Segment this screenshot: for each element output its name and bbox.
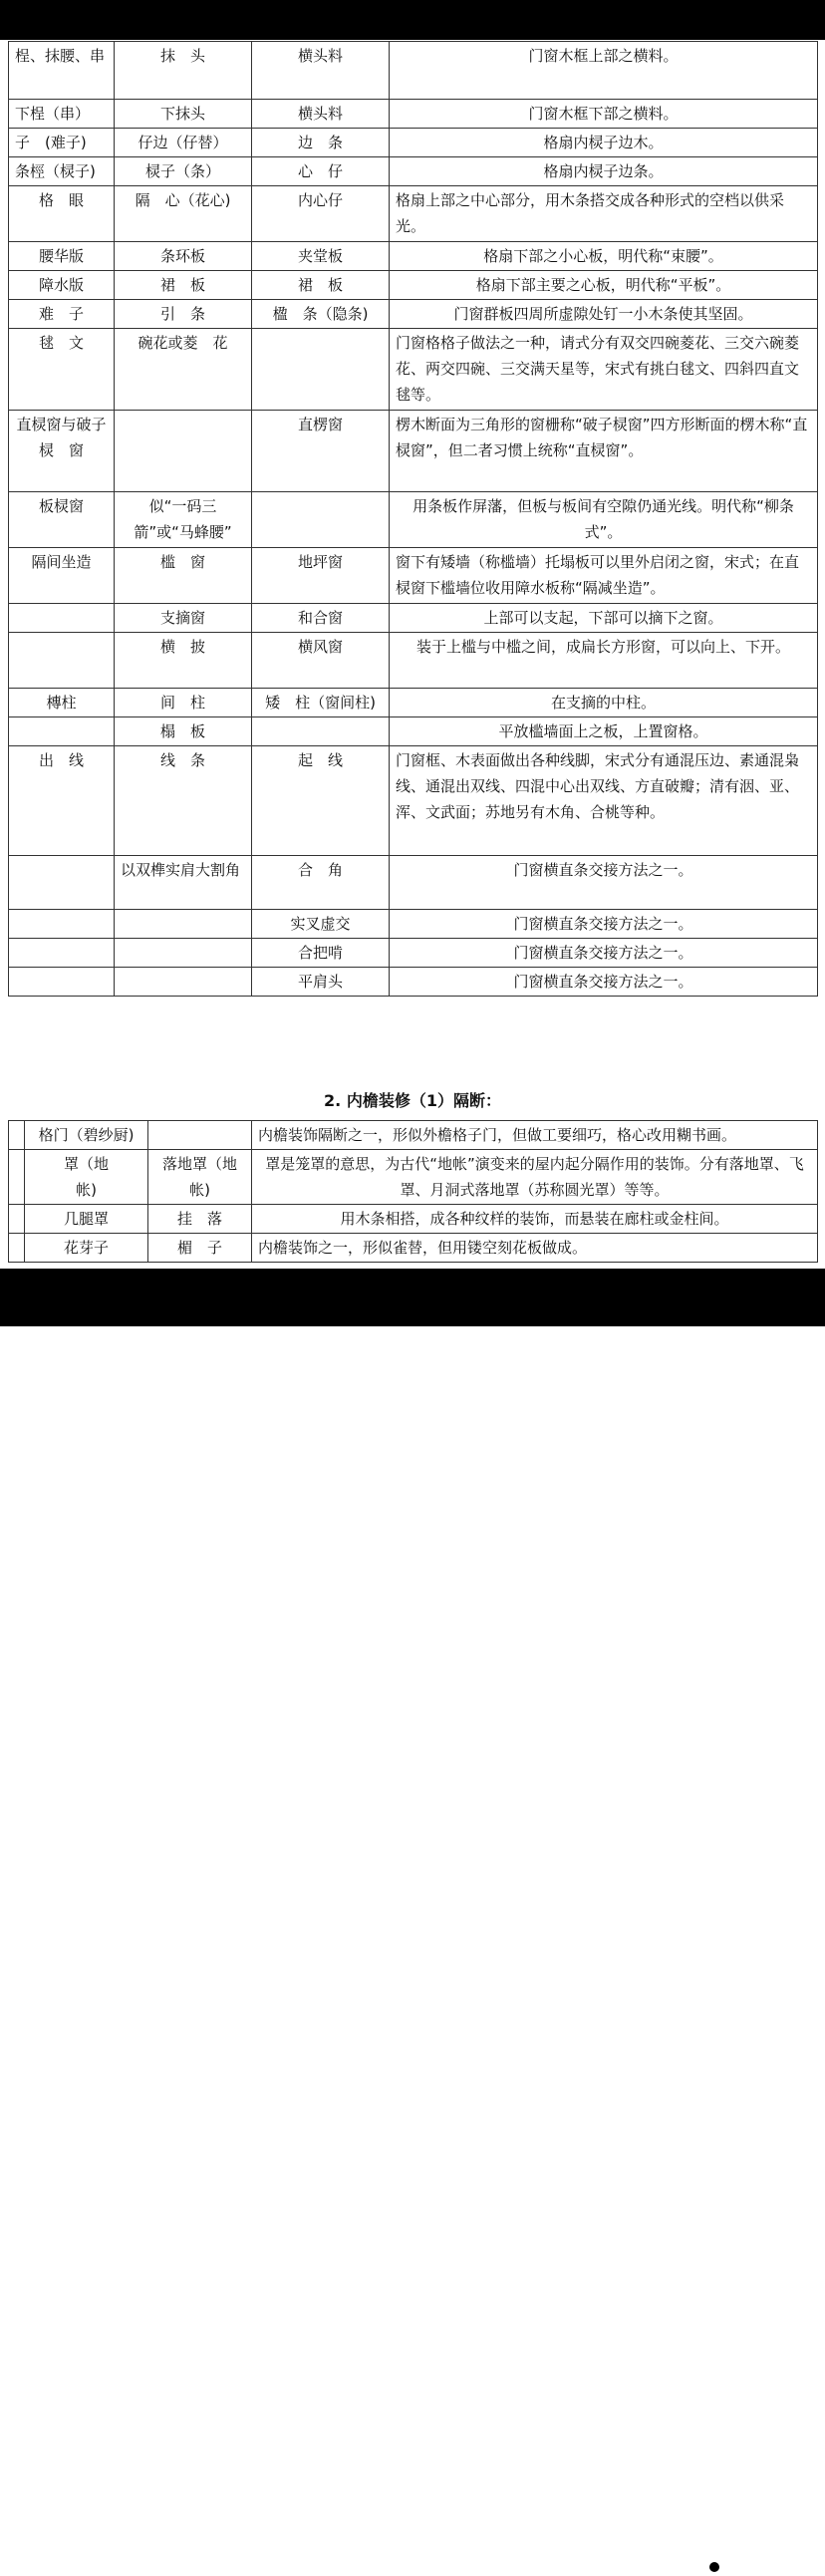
table-cell: 罩是笼罩的意思，为古代“地帐”演变来的屋内起分隔作用的装饰。分有落地罩、飞罩、月洞式落地罩（苏称圆光罩）等等。 bbox=[252, 1150, 818, 1205]
table-row bbox=[9, 1150, 818, 1205]
table-row bbox=[9, 411, 818, 492]
table-cell bbox=[252, 329, 390, 411]
table-row bbox=[9, 856, 818, 910]
table-cell bbox=[9, 968, 115, 997]
table-cell: 矮 柱（窗间柱) bbox=[252, 689, 390, 717]
table-cell: 间 柱 bbox=[115, 689, 252, 717]
table-cell bbox=[252, 717, 390, 746]
table-cell bbox=[9, 1234, 25, 1263]
table-cell: 楞木断面为三角形的窗栅称“破子棂窗”四方形断面的楞木称“直棂窗”，但二者习惯上统称“直棂窗”。 bbox=[390, 411, 818, 492]
table-cell: 格扇下部之小心板，明代称“束腰”。 bbox=[390, 242, 818, 271]
table-cell: 在支摘的中柱。 bbox=[390, 689, 818, 717]
table-cell: 心 仔 bbox=[252, 157, 390, 186]
table-cell: 夹堂板 bbox=[252, 242, 390, 271]
table-cell: 楹 条（隐条) bbox=[252, 300, 390, 329]
table-cell: 门窗横直条交接方法之一。 bbox=[390, 968, 818, 997]
bottom-bar bbox=[0, 1269, 825, 2575]
table-cell: 条环板 bbox=[115, 242, 252, 271]
table-cell: 格扇下部主要之心板，明代称“平板”。 bbox=[390, 271, 818, 300]
table-row bbox=[9, 968, 818, 997]
table-cell: 门窗横直条交接方法之一。 bbox=[390, 910, 818, 939]
table-cell: 罩（地帐) bbox=[25, 1150, 148, 1205]
table-cell bbox=[9, 1205, 25, 1234]
table-cell: 门窗横直条交接方法之一。 bbox=[390, 939, 818, 968]
table-row bbox=[9, 242, 818, 271]
table-cell: 花芽子 bbox=[25, 1234, 148, 1263]
table-cell: 隔 心（花心) bbox=[115, 186, 252, 242]
table-row bbox=[9, 548, 818, 604]
table-cell: 线 条 bbox=[115, 746, 252, 856]
table-row bbox=[9, 717, 818, 746]
table-cell: 和合窗 bbox=[252, 604, 390, 633]
table-cell: 横 披 bbox=[115, 633, 252, 689]
table-cell: 门窗横直条交接方法之一。 bbox=[390, 856, 818, 910]
table-cell: 碗花或菱 花 bbox=[115, 329, 252, 411]
table-row bbox=[9, 100, 818, 129]
table-cell: 门窗框、木表面做出各种线脚，宋式分有通混压边、素通混枭线、通混出双线、四混中心出双线、方直破瓣；清有洇、亚、浑、文武面；苏地另有木角、合桃等种。 bbox=[390, 746, 818, 856]
table-cell: 上部可以支起，下部可以摘下之窗。 bbox=[390, 604, 818, 633]
table-cell: 用木条相搭，成各种纹样的装饰，而悬装在廊柱或金柱间。 bbox=[252, 1205, 818, 1234]
table-cell: 门窗群板四周所虚隙处钉一小木条使其坚固。 bbox=[390, 300, 818, 329]
table-cell: 棂子（条） bbox=[115, 157, 252, 186]
table-cell: 窗下有矮墙（称槛墙）托塌板可以里外启闭之窗，宋式；在直棂窗下槛墙位收用障水板称“隔减坐造”。 bbox=[390, 548, 818, 604]
table-cell: 毬 文 bbox=[9, 329, 115, 411]
table-cell: 支摘窗 bbox=[115, 604, 252, 633]
wood-joinery-table bbox=[8, 41, 818, 997]
table-cell: 格门（碧纱厨) bbox=[25, 1121, 148, 1150]
table-cell: 用条板作屏藩，但板与板间有空隙仍通光线。明代称“柳条式”。 bbox=[390, 492, 818, 548]
table-cell: 格扇内棂子边木。 bbox=[390, 129, 818, 157]
table-cell bbox=[9, 910, 115, 939]
table-cell: 内檐装饰隔断之一，形似外檐格子门，但做工要细巧，格心改用糊书画。 bbox=[252, 1121, 818, 1150]
table-cell: 内心仔 bbox=[252, 186, 390, 242]
table-cell: 仔边（仔替） bbox=[115, 129, 252, 157]
table-cell: 以双榫实肩大割角 bbox=[115, 856, 252, 910]
table-cell: 门窗木框上部之横料。 bbox=[390, 42, 818, 100]
table-cell: 裙 板 bbox=[252, 271, 390, 300]
table-row bbox=[9, 910, 818, 939]
table-cell: 地坪窗 bbox=[252, 548, 390, 604]
table-cell: 槛 窗 bbox=[115, 548, 252, 604]
table-cell: 出 线 bbox=[9, 746, 115, 856]
table-cell bbox=[9, 717, 115, 746]
table-cell: 平放槛墙面上之板，上置窗格。 bbox=[390, 717, 818, 746]
table-cell: 横风窗 bbox=[252, 633, 390, 689]
table-cell bbox=[9, 939, 115, 968]
table-row bbox=[9, 1205, 818, 1234]
table-cell: 楣 子 bbox=[148, 1234, 252, 1263]
wechat-icon bbox=[693, 2550, 719, 2576]
table-cell bbox=[148, 1121, 252, 1150]
table-cell: 下抹头 bbox=[115, 100, 252, 129]
table-row bbox=[9, 604, 818, 633]
table-row bbox=[9, 746, 818, 856]
table-cell: 下桯（串） bbox=[9, 100, 115, 129]
table-cell: 门窗木框下部之横料。 bbox=[390, 100, 818, 129]
table-cell: 落地罩（地帐) bbox=[148, 1150, 252, 1205]
table-cell: 起 线 bbox=[252, 746, 390, 856]
table-row bbox=[9, 42, 818, 100]
table-cell: 横头料 bbox=[252, 100, 390, 129]
table-cell: 板棂窗 bbox=[9, 492, 115, 548]
table-cell: 子 (难子) bbox=[9, 129, 115, 157]
table-cell: 平肩头 bbox=[252, 968, 390, 997]
table-cell: 条桱（棂子) bbox=[9, 157, 115, 186]
table-row bbox=[9, 129, 818, 157]
table-row bbox=[9, 157, 818, 186]
table-cell: 边 条 bbox=[252, 129, 390, 157]
table-cell: 直棂窗与破子棂 窗 bbox=[9, 411, 115, 492]
section-heading: 2. 内檐装修（1）隔断： bbox=[324, 1091, 501, 1110]
table-cell: 格扇内棂子边条。 bbox=[390, 157, 818, 186]
table-row bbox=[9, 492, 818, 548]
table-cell: 装于上槛与中槛之间，成扁长方形窗，可以向上、下开。 bbox=[390, 633, 818, 689]
table-cell bbox=[252, 492, 390, 548]
table-cell bbox=[9, 604, 115, 633]
table-cell bbox=[9, 1121, 25, 1150]
table-row bbox=[9, 633, 818, 689]
table-row bbox=[9, 1234, 818, 1263]
table-row bbox=[9, 1121, 818, 1150]
table-cell bbox=[115, 411, 252, 492]
table-cell: 内檐装饰之一，形似雀替，但用镂空刻花板做成。 bbox=[252, 1234, 818, 1263]
table-cell bbox=[115, 968, 252, 997]
table-row bbox=[9, 689, 818, 717]
table-row bbox=[9, 329, 818, 411]
table-cell: 障水版 bbox=[9, 271, 115, 300]
table-cell: 隔间坐造 bbox=[9, 548, 115, 604]
table-row bbox=[9, 939, 818, 968]
table-cell: 格扇上部之中心部分，用木条搭交成各种形式的空档以供采光。 bbox=[390, 186, 818, 242]
table-cell: 引 条 bbox=[115, 300, 252, 329]
table-cell: 合把啃 bbox=[252, 939, 390, 968]
interior-partition-table bbox=[8, 1120, 818, 1263]
table-row bbox=[9, 271, 818, 300]
table-cell: 腰华版 bbox=[9, 242, 115, 271]
table-cell bbox=[9, 856, 115, 910]
table-cell bbox=[9, 633, 115, 689]
table-cell: 抹 头 bbox=[115, 42, 252, 100]
table-cell: 直楞窗 bbox=[252, 411, 390, 492]
table-cell: 似“一码三箭”或“马蜂腰” bbox=[115, 492, 252, 548]
table-cell bbox=[115, 910, 252, 939]
table-row bbox=[9, 300, 818, 329]
table-cell: 桯、抹腰、串 bbox=[9, 42, 115, 100]
table-cell: 实叉虚交 bbox=[252, 910, 390, 939]
table-cell: 槫柱 bbox=[9, 689, 115, 717]
table-cell bbox=[115, 939, 252, 968]
table-cell: 难 子 bbox=[9, 300, 115, 329]
table-cell: 合 角 bbox=[252, 856, 390, 910]
table-cell: 挂 落 bbox=[148, 1205, 252, 1234]
watermark bbox=[693, 2550, 799, 2576]
table-row bbox=[9, 186, 818, 242]
table-cell: 榻 板 bbox=[115, 717, 252, 746]
table-cell: 裙 板 bbox=[115, 271, 252, 300]
table-cell: 格 眼 bbox=[9, 186, 115, 242]
table-cell: 横头料 bbox=[252, 42, 390, 100]
table-cell: 几腿罩 bbox=[25, 1205, 148, 1234]
table-cell: 门窗格格子做法之一种，请式分有双交四碗菱花、三交六碗菱花、两交四碗、三交满天星等，宋式有挑白毬文、四斜四直文毬等。 bbox=[390, 329, 818, 411]
table-cell bbox=[9, 1150, 25, 1205]
watermark-text: 建筑传奇 bbox=[727, 2554, 799, 2575]
top-status-bar bbox=[0, 0, 825, 40]
